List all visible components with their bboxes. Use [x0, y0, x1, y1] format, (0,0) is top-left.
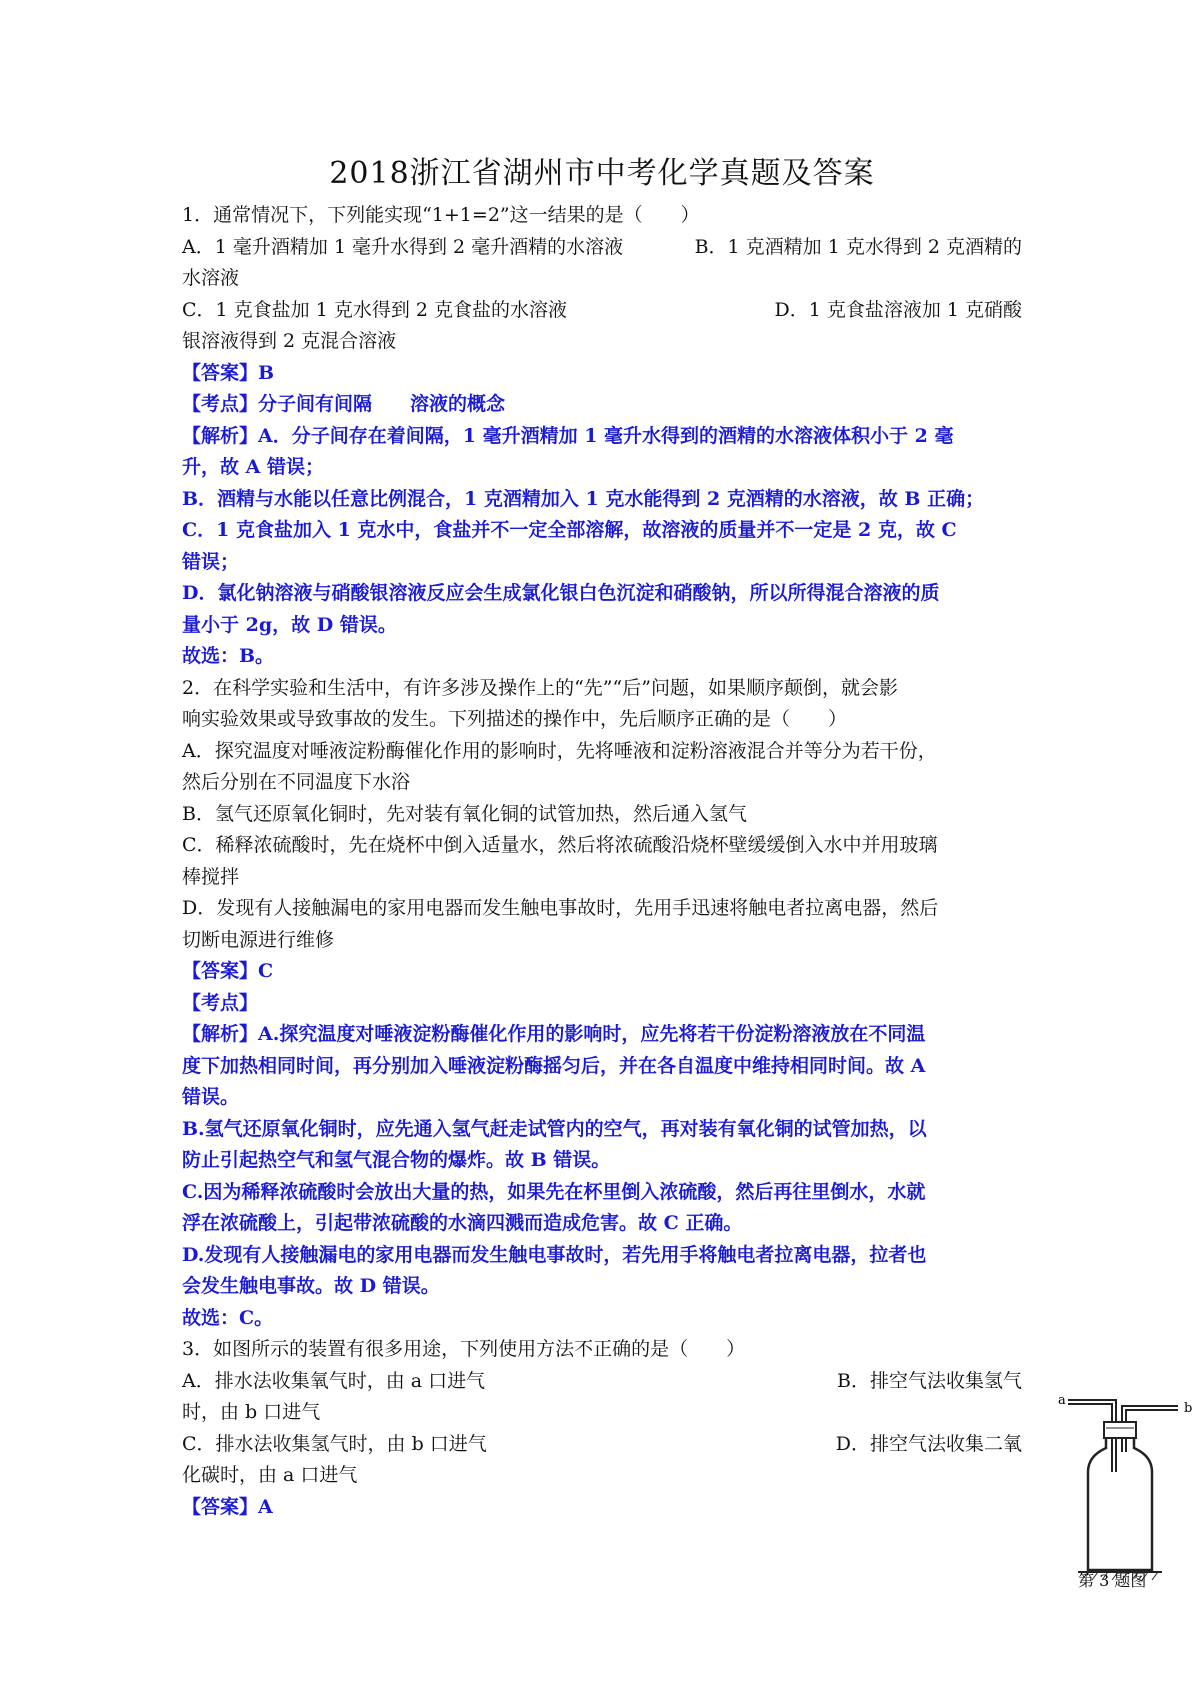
q3-options-cd [182, 1429, 1022, 1461]
q2-stem-1: 2．在科学实验和生活中，有许多涉及操作上的“先”“后”问题，如果顺序颠倒，就会影 [182, 676, 898, 699]
q1-choose: 故选：B。 [182, 645, 275, 667]
q3-option-d-cont: 化碳时，由 a 口进气 [182, 1464, 358, 1486]
q1-analysis-4: C．1 克食盐加入 1 克水中，食盐并不一定全部溶解，故溶液的质量并不一定是 2 克，故 C [182, 519, 957, 541]
bottle-stopper [1104, 1422, 1136, 1438]
q2-analysis-8: D.发现有人接触漏电的家用电器而发生触电事故时，若先用手将触电者拉离电器，拉者也 [182, 1243, 927, 1266]
q2-analysis-7: 浮在浓硫酸上，引起带浓硫酸的水滴四溅而造成危害。故 C 正确。 [182, 1212, 743, 1234]
q2-answer [182, 956, 1022, 988]
q2-option-b: B．氢气还原氧化铜时，先对装有氧化铜的试管加热，然后通入氢气 [182, 802, 747, 825]
answer-label: 【答案】 [182, 960, 259, 982]
q3-options-ab [182, 1366, 1022, 1398]
analysis-label: 【解析】 [182, 1023, 259, 1045]
q1-stem: 1．通常情况下，下列能实现“1+1=2”这一结果的是（ ） [182, 204, 700, 226]
q1-analysis-1 [182, 421, 1022, 453]
q1-options-ab [182, 232, 1022, 264]
bottle-body [1088, 1438, 1152, 1570]
q2-choose: 故选：C。 [182, 1306, 274, 1329]
analysis-text: A.探究温度对唾液淀粉酶催化作用的影响时，应先将若干份淀粉溶液放在不同温 [258, 1023, 926, 1045]
q1-option-b-cont: 水溶液 [182, 267, 240, 289]
q3-option-a: A．排水法收集氧气时，由 a 口进气 [182, 1369, 486, 1392]
q1-answer [182, 358, 1022, 390]
answer-value: C [258, 960, 274, 982]
q3-option-d: D．排空气法收集二氧 [835, 1432, 1022, 1455]
q2-analysis-6: C.因为稀释浓硫酸时会放出大量的热，如果先在杯里倒入浓硫酸，然后再往里倒水，水就 [182, 1180, 926, 1203]
q2-kaodian [182, 988, 1022, 1020]
q2-analysis-4: B.氢气还原氧化铜时，应先通入氢气赶走试管内的空气，再对装有氧化铜的试管加热，以 [182, 1117, 927, 1140]
q2-option-d: D．发现有人接触漏电的家用电器而发生触电事故时，先用手迅速将触电者拉离电器，然后 [182, 897, 939, 919]
q3-answer [182, 1492, 1022, 1524]
q2-option-a: A．探究温度对唾液淀粉酶催化作用的影响时，先将唾液和淀粉溶液混合并等分为若干份， [182, 739, 937, 762]
q2-analysis-3: 错误。 [182, 1086, 240, 1108]
kaodian-value: 分子间有间隔 溶液的概念 [258, 393, 506, 415]
q3-stem: 3．如图所示的装置有很多用途，下列使用方法不正确的是（ ） [182, 1338, 746, 1360]
q1-analysis-3: B．酒精与水能以任意比例混合，1 克酒精加入 1 克水能得到 2 克酒精的水溶液，故 B 正确； [182, 487, 985, 510]
q1-option-d: D．1 克食盐溶液加 1 克硝酸 [774, 298, 1022, 321]
q1-option-b: B．1 克酒精加 1 克水得到 2 克酒精的 [694, 235, 1022, 258]
figure-caption: 第 3 题图 [1078, 1571, 1147, 1590]
q1-analysis-6: D．氯化钠溶液与硝酸银溶液反应会生成氯化银白色沉淀和硝酸钠，所以所得混合溶液的质 [182, 582, 940, 604]
q2-analysis-5: 防止引起热空气和氢气混合物的爆炸。故 B 错误。 [182, 1149, 611, 1171]
q3-option-c: C．排水法收集氢气时，由 b 口进气 [182, 1432, 487, 1455]
q2-option-a-cont: 然后分别在不同温度下水浴 [182, 771, 411, 793]
q1-analysis-2: 升，故 A 错误； [182, 456, 324, 478]
fig-label-a: a [1058, 1393, 1066, 1408]
kaodian-label: 【考点】 [182, 393, 259, 415]
q3-option-b-cont: 时，由 b 口进气 [182, 1401, 321, 1423]
q2-stem-2: 响实验效果或导致事故的发生。下列描述的操作中，先后顺序正确的是（ ） [182, 708, 848, 730]
page-title: 2018浙江省湖州市中考化学真题及答案 [329, 156, 875, 191]
q1-option-c: C．1 克食盐加 1 克水得到 2 克食盐的水溶液 [182, 298, 568, 321]
answer-label: 【答案】 [182, 1495, 259, 1518]
q2-option-d-cont: 切断电源进行维修 [182, 928, 335, 951]
answer-value: A [258, 1495, 273, 1518]
q1-analysis-5: 错误； [182, 550, 240, 573]
document-page [182, 148, 1022, 1523]
kaodian-label: 【考点】 [182, 991, 259, 1014]
answer-value: B [258, 361, 275, 384]
q1-analysis-7: 量小于 2g，故 D 错误。 [182, 613, 397, 636]
q1-kaodian [182, 389, 1022, 421]
q2-analysis-2: 度下加热相同时间，再分别加入唾液淀粉酶摇匀后，并在各自温度中维持相同时间。故 A [182, 1054, 926, 1077]
answer-label: 【答案】 [182, 361, 259, 384]
q3-option-b: B．排空气法收集氢气 [837, 1369, 1022, 1392]
q1-option-d-cont: 银溶液得到 2 克混合溶液 [182, 330, 397, 352]
fig-label-b: b [1184, 1401, 1193, 1416]
q2-option-c: C．稀释浓硫酸时，先在烧杯中倒入适量水，然后将浓硫酸沿烧杯壁缓缓倒入水中并用玻璃 [182, 834, 938, 856]
q1-options-cd [182, 295, 1022, 327]
q1-option-a: A．1 毫升酒精加 1 毫升水得到 2 毫升酒精的水溶液 [182, 235, 624, 258]
analysis-label: 【解析】 [182, 424, 259, 447]
q2-option-c-cont: 棒搅拌 [182, 865, 240, 888]
analysis-text: A．分子间存在着间隔，1 毫升酒精加 1 毫升水得到的酒精的水溶液体积小于 2 毫 [258, 424, 954, 447]
q2-analysis-1 [182, 1019, 1022, 1051]
q2-analysis-9: 会发生触电事故。故 D 错误。 [182, 1275, 440, 1297]
